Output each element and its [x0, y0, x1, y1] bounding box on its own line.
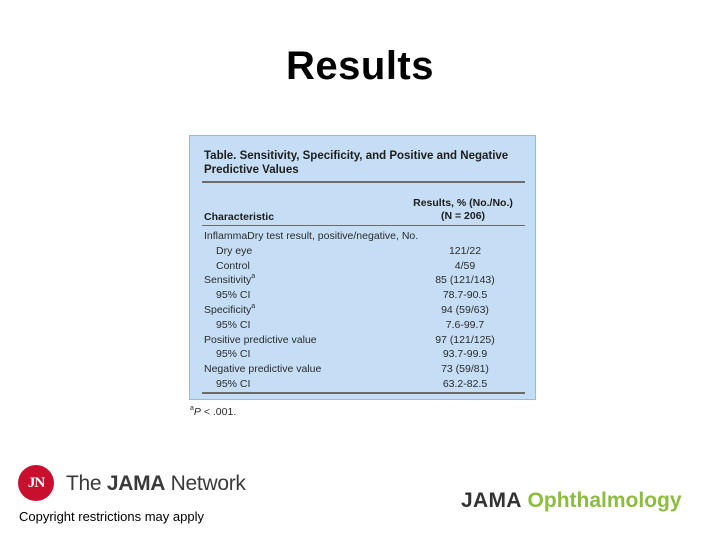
- row-label: [216, 378, 250, 390]
- column-header-results: [403, 197, 523, 223]
- row-label: [216, 260, 250, 272]
- jama-network-wordmark: [66, 472, 246, 496]
- column-header-results-label: Results, % (No./No.): [413, 197, 513, 209]
- footnote-p: P: [193, 406, 201, 418]
- table-row: [190, 230, 537, 245]
- table-header-rule: [202, 225, 525, 226]
- row-value: 7.6-99.7: [445, 318, 485, 331]
- row-value: 97 (121/125): [435, 333, 495, 346]
- row-label-text: 95% CI: [216, 377, 251, 390]
- table-row: [190, 245, 537, 260]
- row-label: [216, 289, 250, 301]
- table-footnote: [190, 406, 236, 418]
- row-label-text: 95% CI: [216, 348, 251, 361]
- jama-ophthalmology-logo: [461, 489, 682, 513]
- table-row: [190, 304, 537, 319]
- row-label-text: Dry eye: [216, 244, 253, 257]
- row-label-text: Sensitivity: [204, 274, 252, 287]
- row-label: [204, 363, 321, 375]
- row-value: 93.7-99.9: [442, 348, 488, 361]
- table-row: [190, 363, 537, 378]
- table-body: [190, 230, 537, 393]
- row-value: 94 (59/63): [441, 303, 489, 316]
- row-label-text: Specificity: [204, 303, 252, 316]
- row-label-text: 95% CI: [216, 318, 251, 331]
- row-label: [204, 230, 418, 242]
- table-row: [190, 319, 537, 334]
- table-row: [190, 260, 537, 275]
- table-top-rule: [202, 181, 525, 183]
- table-caption: Table. Sensitivity, Specificity, and Positive and Negative Predictive Values: [204, 150, 509, 176]
- row-label-text: Control: [216, 259, 250, 272]
- table-row: [190, 274, 537, 289]
- network-the: The: [66, 472, 107, 495]
- jama-network-logo-letters: JN: [27, 474, 45, 491]
- results-table: [189, 135, 536, 400]
- row-label-text: Negative predictive value: [204, 363, 322, 376]
- row-value: 4/59: [454, 259, 476, 272]
- footnote-text: < .001.: [200, 406, 237, 418]
- row-label: [204, 304, 255, 316]
- row-label-footnote-marker: a: [251, 302, 256, 310]
- table-row: [190, 378, 537, 393]
- row-label: [216, 245, 252, 257]
- network-jama: JAMA: [106, 472, 166, 495]
- row-value: 73 (59/81): [441, 363, 489, 376]
- column-header-characteristic: Characteristic: [204, 211, 275, 223]
- journal-jama: JAMA: [461, 489, 522, 512]
- row-value: 121/22: [448, 244, 482, 257]
- row-label: [204, 334, 317, 346]
- row-value: 85 (121/143): [435, 274, 495, 287]
- row-value: 63.2-82.5: [442, 377, 488, 390]
- jama-network-logo-icon: [18, 465, 54, 501]
- row-label: [216, 319, 250, 331]
- row-label: [204, 274, 255, 286]
- row-label-text: InflammaDry test result, positive/negative, No.: [204, 230, 419, 242]
- row-label-text: Positive predictive value: [204, 333, 317, 346]
- row-label: [216, 348, 250, 360]
- table-row: [190, 334, 537, 349]
- slide-title: Results: [286, 44, 434, 88]
- row-label-text: 95% CI: [216, 289, 251, 302]
- network-word: Network: [165, 472, 246, 495]
- footnote-marker: a: [190, 405, 194, 412]
- copyright-notice: Copyright restrictions may apply: [19, 509, 204, 524]
- table-row: [190, 289, 537, 304]
- table-bottom-rule: [202, 392, 525, 394]
- journal-name: Ophthalmology: [521, 489, 682, 512]
- column-header-results-n: (N = 206): [440, 210, 486, 222]
- table-row: [190, 348, 537, 363]
- row-label-footnote-marker: a: [251, 273, 256, 281]
- row-value: 78.7-90.5: [442, 289, 488, 302]
